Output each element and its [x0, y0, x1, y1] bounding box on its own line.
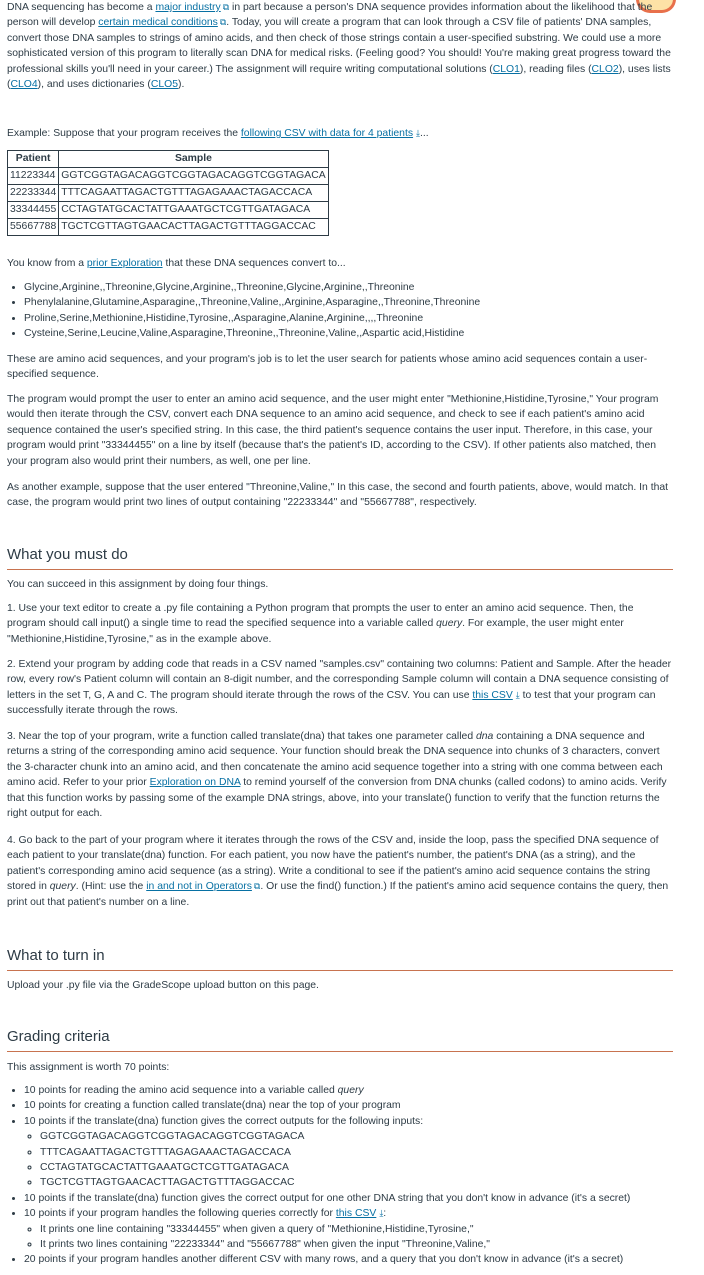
list-item: • Phenylalanine,Glutamine,Asparagine,,Threonine,Valine,,Arginine,Asparagine,,Threonine,Threonine — [24, 295, 673, 310]
list-item: ◦ GGTCGGTAGACAGGTCGGTAGACAGGTCGGTAGACA — [40, 1129, 673, 1144]
clo1-link[interactable]: CLO1 — [492, 63, 520, 75]
external-link-icon: ⧉ — [219, 17, 227, 28]
table-header-row — [8, 151, 329, 168]
list-item: • Proline,Serine,Methionine,Histidine,Tyrosine,,Asparagine,Alanine,Arginine,,,,Threonine — [24, 311, 673, 326]
patient-cell: 22233344 — [8, 185, 59, 202]
amino-acid-list — [7, 280, 673, 342]
example-line: Example: Suppose that your program receives the following CSV with data for 4 patients ⤓... — [7, 128, 429, 139]
list-item: ◦ It prints one line containing "33344455" when given a query of "Methionine,Histidine,Tyrosine," — [40, 1222, 673, 1237]
list-item: • 20 points if your program handles another different CSV with many rows, and a query that you don't know in advance (it's a secret) — [24, 1252, 673, 1267]
table-row — [8, 202, 329, 219]
this-csv-link[interactable]: this CSV — [472, 689, 513, 701]
exploration-dna-link[interactable]: Exploration on DNA — [149, 777, 241, 789]
download-icon[interactable]: ⤓ — [379, 1208, 384, 1219]
download-icon[interactable]: ⤓ — [515, 689, 520, 700]
column-header-patient: Patient — [8, 151, 59, 168]
patient-cell: 11223344 — [8, 168, 59, 185]
turnin-text: Upload your .py file via the GradeScope upload button on this page. — [7, 980, 319, 991]
prior-exploration-link[interactable]: prior Exploration — [86, 258, 163, 269]
list-item: • 10 points if the translate(dna) function gives the correct output for one other DNA string that you don't know in advance (it's a secret) — [24, 1191, 673, 1206]
sequence-paragraph: These are amino acid sequences, and your program's job is to let the user search for patients whose amino acid sequences contain a user-specified sequence. — [7, 354, 648, 381]
step-1: 1. Use your text editor to create a .py file containing a Python program that prompts the user to enter an amino acid sequence. Then, the program should call input() a single time to read the specified sequence into a variable called query. For example, the user might enter "Methionine,Histidine,Tyrosine," as in the example above. — [7, 603, 634, 645]
list-item: • Cysteine,Serine,Leucine,Valine,Asparagine,Threonine,,Threonine,Valine,,Aspartic acid,Histidine — [24, 326, 673, 341]
example-csv-link[interactable]: following CSV with data for 4 patients — [240, 128, 414, 139]
grading-intro: This assignment is worth 70 points: — [7, 1062, 170, 1073]
table-row — [8, 168, 329, 185]
download-icon[interactable]: ⤓ — [416, 128, 421, 138]
sample-cell: TGCTCGTTAGTGAACACTTAGACTGTTTAGGACCAC — [59, 219, 328, 236]
section-heading-must: What you must do — [7, 545, 673, 570]
another-example-paragraph: As another example, suppose that the user entered "Threonine,Valine," In this case, the second and fourth patients, above, would match. In that case, the program would print two lines of output containing "22233344" and "55667788", respectively. — [7, 482, 669, 509]
list-item: • Glycine,Arginine,,Threonine,Glycine,Arginine,,Threonine,Glycine,Arginine,,Threonine — [24, 280, 673, 295]
clo2-link[interactable]: CLO2 — [591, 63, 619, 75]
samples-table — [7, 150, 329, 236]
clo5-link[interactable]: CLO5 — [150, 79, 178, 91]
list-item: • 10 points for reading the amino acid sequence into a variable called query — [24, 1083, 673, 1098]
table-row — [8, 185, 329, 202]
medical-conditions-link[interactable]: certain medical conditions — [98, 17, 218, 29]
sample-cell: GGTCGGTAGACAGGTCGGTAGACAGGTCGGTAGACA — [59, 168, 328, 185]
table-row — [8, 219, 329, 236]
prompt-paragraph: The program would prompt the user to enter an amino acid sequence, and the user might enter "Methionine,Histidine,Tyrosine," Your program would then iterate through the CSV, convert each DNA sequence to an amino acid sequence, and check to see if each patient's amino acid sequence contained the user's specified string. In this case, the third patient's sequence contains the user input. Therefore, in this case, your program would print "33344455" on a line by itself (because that's the patient's ID, according to the CSV). If other patients also matched, then your program also would print their numbers, as well, one per line. — [7, 394, 659, 467]
operators-link[interactable]: in and not in Operators — [146, 881, 252, 893]
section-heading-grading: Grading criteria — [7, 1027, 673, 1052]
prior-exploration-line: You know from a prior Exploration that these DNA sequences convert to... — [7, 258, 346, 269]
patient-cell: 55667788 — [8, 219, 59, 236]
grading-csv-link[interactable]: this CSV — [335, 1208, 377, 1220]
list-item: ◦ It prints two lines containing "22233344" and "55667788" when given the input "Threonine,Valine," — [40, 1237, 673, 1252]
step-2: 2. Extend your program by adding code that reads in a CSV named "samples.csv" containing two columns: Patient and Sample. After the header row, every row's Patient column will contain an 8-digit number, and the corresponding Sample column will contain a DNA sequence consisting of letters in the set T, G, A and C. The program should iterate through the rows of the CSV. You can use this CSV ⤓ to test that your program can successfully iterate through the rows. — [7, 659, 672, 717]
grading-list — [7, 1083, 673, 1268]
query-list — [24, 1222, 673, 1253]
section-heading-turnin: What to turn in — [7, 946, 673, 971]
clo4-link[interactable]: CLO4 — [10, 79, 38, 91]
must-intro: You can succeed in this assignment by doing four things. — [7, 579, 269, 590]
external-link-icon: ⧉ — [222, 2, 230, 12]
list-item: • 10 points for creating a function called translate(dna) near the top of your program — [24, 1098, 673, 1113]
list-item: ◦ TTTCAGAATTAGACTGTTTAGAGAAACTAGACCACA — [40, 1145, 673, 1160]
column-header-sample: Sample — [59, 151, 328, 168]
step-3: 3. Near the top of your program, write a function called translate(dna) that takes one parameter called dna containing a DNA sequence and returns a string of the corresponding amino acid sequence. Your function should break the DNA sequence into chunks of 3 characters, convert the 3-character chunk into an amino acid, and then concatenate the amino acid sequence together into a string with one comma between each amino acid. Refer to your prior Exploration on DNA to remind yourself of the conversion from DNA chunks (called codons) to amino acids. Verify that this function works by passing some of the example DNA strings, above, into your translate() function to verify that the function returns the right output for each. — [7, 731, 667, 820]
list-item: • 10 points if your program handles the following queries correctly for this CSV ⤓: ◦ It prints one line containing "33344455" when given a query of "Methionine,Histidine,Tyrosine," ◦ It prints two lines containing "22233344" and "55667788" when given the input "Threonine,Valine," — [24, 1206, 673, 1252]
sample-cell: CCTAGTATGCACTATTGAAATGCTCGTTGATAGACA — [59, 202, 328, 219]
step-4: 4. Go back to the part of your program where it iterates through the rows of the CSV and, inside the loop, pass the specified DNA sequence of each patient to your translate(dna) function. For each patient, you now have the patient's number, the patient's DNA (as a string), and the patient's corresponding amino acid sequence (as a string). Write a conditional to see if the patient's amino acid sequence contains the string stored in query. (Hint: use the in and not in Operators ⧉. Or use the find() function.) If the patient's amino acid sequence contains the query, then print out that patient's number on a line. — [7, 835, 669, 908]
list-item: ◦ CCTAGTATGCACTATTGAAATGCTCGTTGATAGACA — [40, 1160, 673, 1175]
patient-cell: 33344455 — [8, 202, 59, 219]
external-link-icon: ⧉ — [253, 881, 261, 892]
sample-cell: TTTCAGAATTAGACTGTTTAGAGAAACTAGACCACA — [59, 185, 328, 202]
intro-paragraph: DNA sequencing has become a major industry ⧉ in part because a person's DNA sequence provides information about the likelihood that the person will develop certain medical conditions ⧉. Today, you will create a program that can look through a CSV file of patients' DNA samples, convert those DNA samples to strings of amino acids, and then check of those strings contain a user-specified substring. We could use a more sophisticated version of this program to literally scan DNA for medical risks. (Feeling good? You should! You're making great progress toward the professional skills you'll need in your career.) The assignment will require writing computational solutions (CLO1), reading files (CLO2), uses lists (CLO4), and uses dictionaries (CLO5). — [7, 2, 671, 91]
list-item: ◦ TGCTCGTTAGTGAACACTTAGACTGTTTAGGACCAC — [40, 1175, 673, 1190]
list-item: • 10 points if the translate(dna) function gives the correct outputs for the following inputs: ◦ GGTCGGTAGACAGGTCGGTAGACAGGTCGGTAGACA ◦ TTTCAGAATTAGACTGTTTAGAGAAACTAGACCACA ◦ CCTAGTATGCACTATTGAAATGCTCGTTGATAGACA ◦ TGCTCGTTAGTGAACACTTAGACTGTTTAGGACCAC — [24, 1114, 673, 1191]
major-industry-link[interactable]: major industry — [155, 2, 221, 13]
dna-input-list — [24, 1129, 673, 1191]
